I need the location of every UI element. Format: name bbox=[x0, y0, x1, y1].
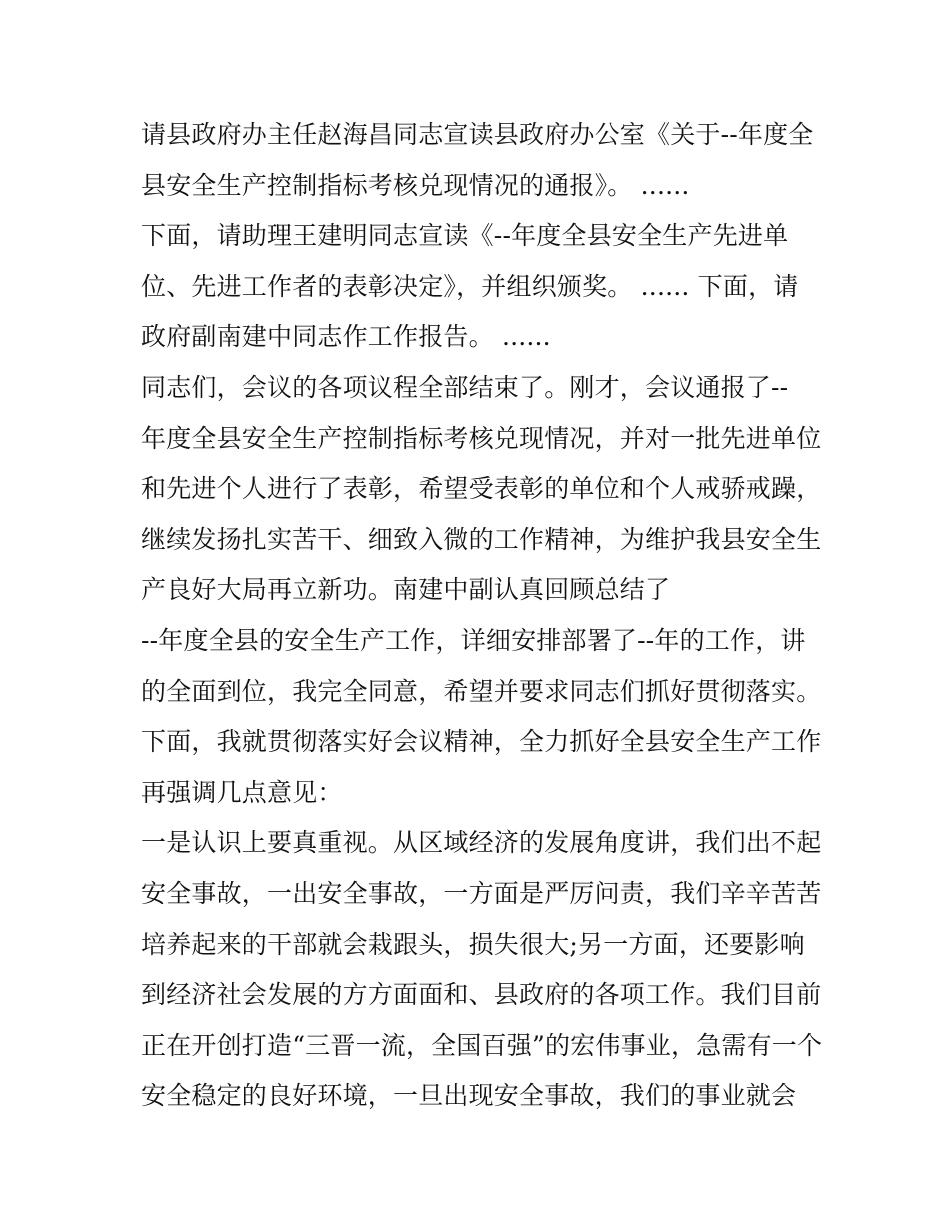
text-line: 年度全县安全生产控制指标考核兑现情况，并对一批先进单位 bbox=[141, 423, 822, 453]
text-line: 县安全生产控制指标考核兑现情况的通报》。 ...... bbox=[141, 170, 690, 200]
text-line: 产良好大局再立新功。南建中副认真回顾总结了 bbox=[141, 575, 671, 605]
text-line: 继续发扬扎实苦干、细致入微的工作精神，为维护我县安全生 bbox=[141, 524, 822, 554]
text-line: 正在开创打造“三晋一流，全国百强”的宏伟事业，急需有一个 bbox=[141, 1030, 823, 1060]
text-line: 请县政府办主任赵海昌同志宣读县政府办公室《关于--年度全 bbox=[141, 120, 814, 149]
text-line: 同志们，会议的各项议程全部结束了。刚才，会议通报了-- bbox=[141, 372, 789, 402]
text-line: 一是认识上要真重视。从区域经济的发展角度讲，我们出不起 bbox=[141, 828, 822, 858]
text-line: 政府副南建中同志作工作报告。 ...... bbox=[141, 322, 551, 352]
text-line: 位、先进工作者的表彰决定》，并组织颁奖。 ...... 下面，请 bbox=[141, 271, 799, 301]
text-line: 培养起来的干部就会栽跟头，损失很大;另一方面，还要影响 bbox=[141, 929, 805, 959]
text-line: 下面，我就贯彻落实好会议精神，全力抓好全县安全生产工作 bbox=[141, 727, 822, 757]
text-line: 到经济社会发展的方方面面和、县政府的各项工作。我们目前 bbox=[141, 980, 822, 1010]
text-line: 的全面到位，我完全同意，希望并要求同志们抓好贯彻落实。 bbox=[141, 676, 822, 706]
text-line: 和先进个人进行了表彰，希望受表彰的单位和个人戒骄戒躁， bbox=[141, 474, 822, 504]
document-body bbox=[141, 110, 831, 1122]
text-line: 安全稳定的良好环境，一旦出现安全事故，我们的事业就会 bbox=[141, 1081, 797, 1111]
text-line: 安全事故，一出安全事故，一方面是严厉问责，我们辛辛苦苦 bbox=[141, 878, 822, 908]
text-line: --年度全县的安全生产工作，详细安排部署了--年的工作，讲 bbox=[141, 625, 806, 655]
text-line: 再强调几点意见： bbox=[141, 777, 343, 807]
text-line: 下面，请助理王建明同志宣读《--年度全县安全生产先进单 bbox=[141, 221, 789, 251]
